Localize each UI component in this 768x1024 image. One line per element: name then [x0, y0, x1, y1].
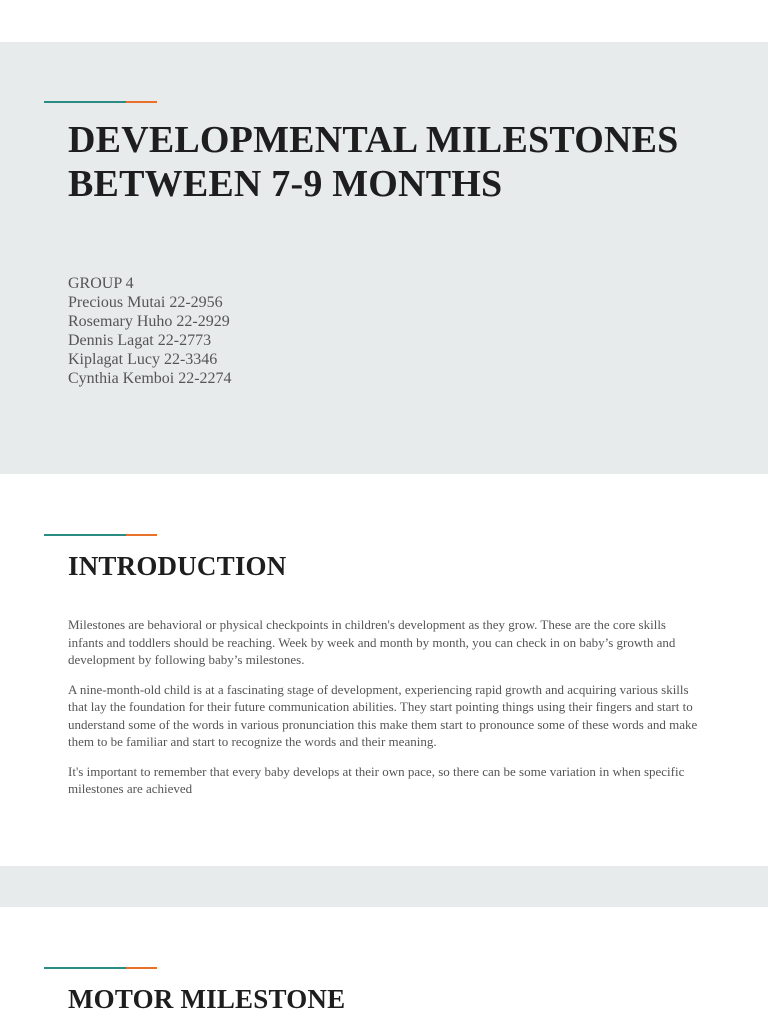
cover-slide	[0, 42, 768, 474]
member-item: Precious Mutai 22-2956	[68, 294, 223, 311]
cover-title-line2: BETWEEN 7-9 MONTHS	[68, 163, 503, 205]
accent-line-teal	[44, 534, 126, 536]
member-item: Kiplagat Lucy 22-3346	[68, 351, 218, 368]
accent-line	[44, 967, 157, 969]
member-item: Dennis Lagat 22-2773	[68, 332, 212, 349]
introduction-paragraph: Milestones are behavioral or physical checkpoints in children's development as they grow. These are the core skills infants and toddlers should be reaching. Week by week and month by month, you can check in on baby’s growth and development by following baby’s milestones.	[68, 617, 676, 667]
cover-title	[68, 118, 748, 206]
motor-milestone-title: MOTOR MILESTONE	[68, 984, 346, 1014]
member-item: Rosemary Huho 22-2929	[68, 313, 230, 330]
accent-line-teal	[44, 101, 126, 103]
motor-milestone-slide	[0, 907, 768, 1024]
introduction-slide	[0, 474, 768, 866]
accent-line-orange	[126, 101, 157, 103]
accent-line-orange	[126, 967, 157, 969]
accent-line-teal	[44, 967, 126, 969]
group-label: GROUP 4	[68, 275, 134, 292]
accent-line	[44, 101, 157, 103]
cover-title-line1: DEVELOPMENTAL MILESTONES	[68, 119, 679, 161]
accent-line	[44, 534, 157, 536]
accent-line-orange	[126, 534, 157, 536]
member-item: Cynthia Kemboi 22-2274	[68, 370, 232, 387]
introduction-title: INTRODUCTION	[68, 551, 287, 581]
introduction-paragraph: It's important to remember that every baby develops at their own pace, so there can be some variation in when specific milestones are achieved	[68, 763, 685, 796]
introduction-paragraph: A nine-month-old child is at a fascinating stage of development, experiencing rapid growth and acquiring various skills that lay the foundation for their future communication abilities. They start pointing things using their fingers and start to understand some of the words in various pronunciation this make them start to pronounce some of these words and make them to be familiar and start to recognize the words and their meaning.	[68, 681, 698, 749]
slide-separator	[0, 866, 768, 907]
introduction-body	[68, 616, 700, 810]
group-members	[68, 274, 232, 388]
